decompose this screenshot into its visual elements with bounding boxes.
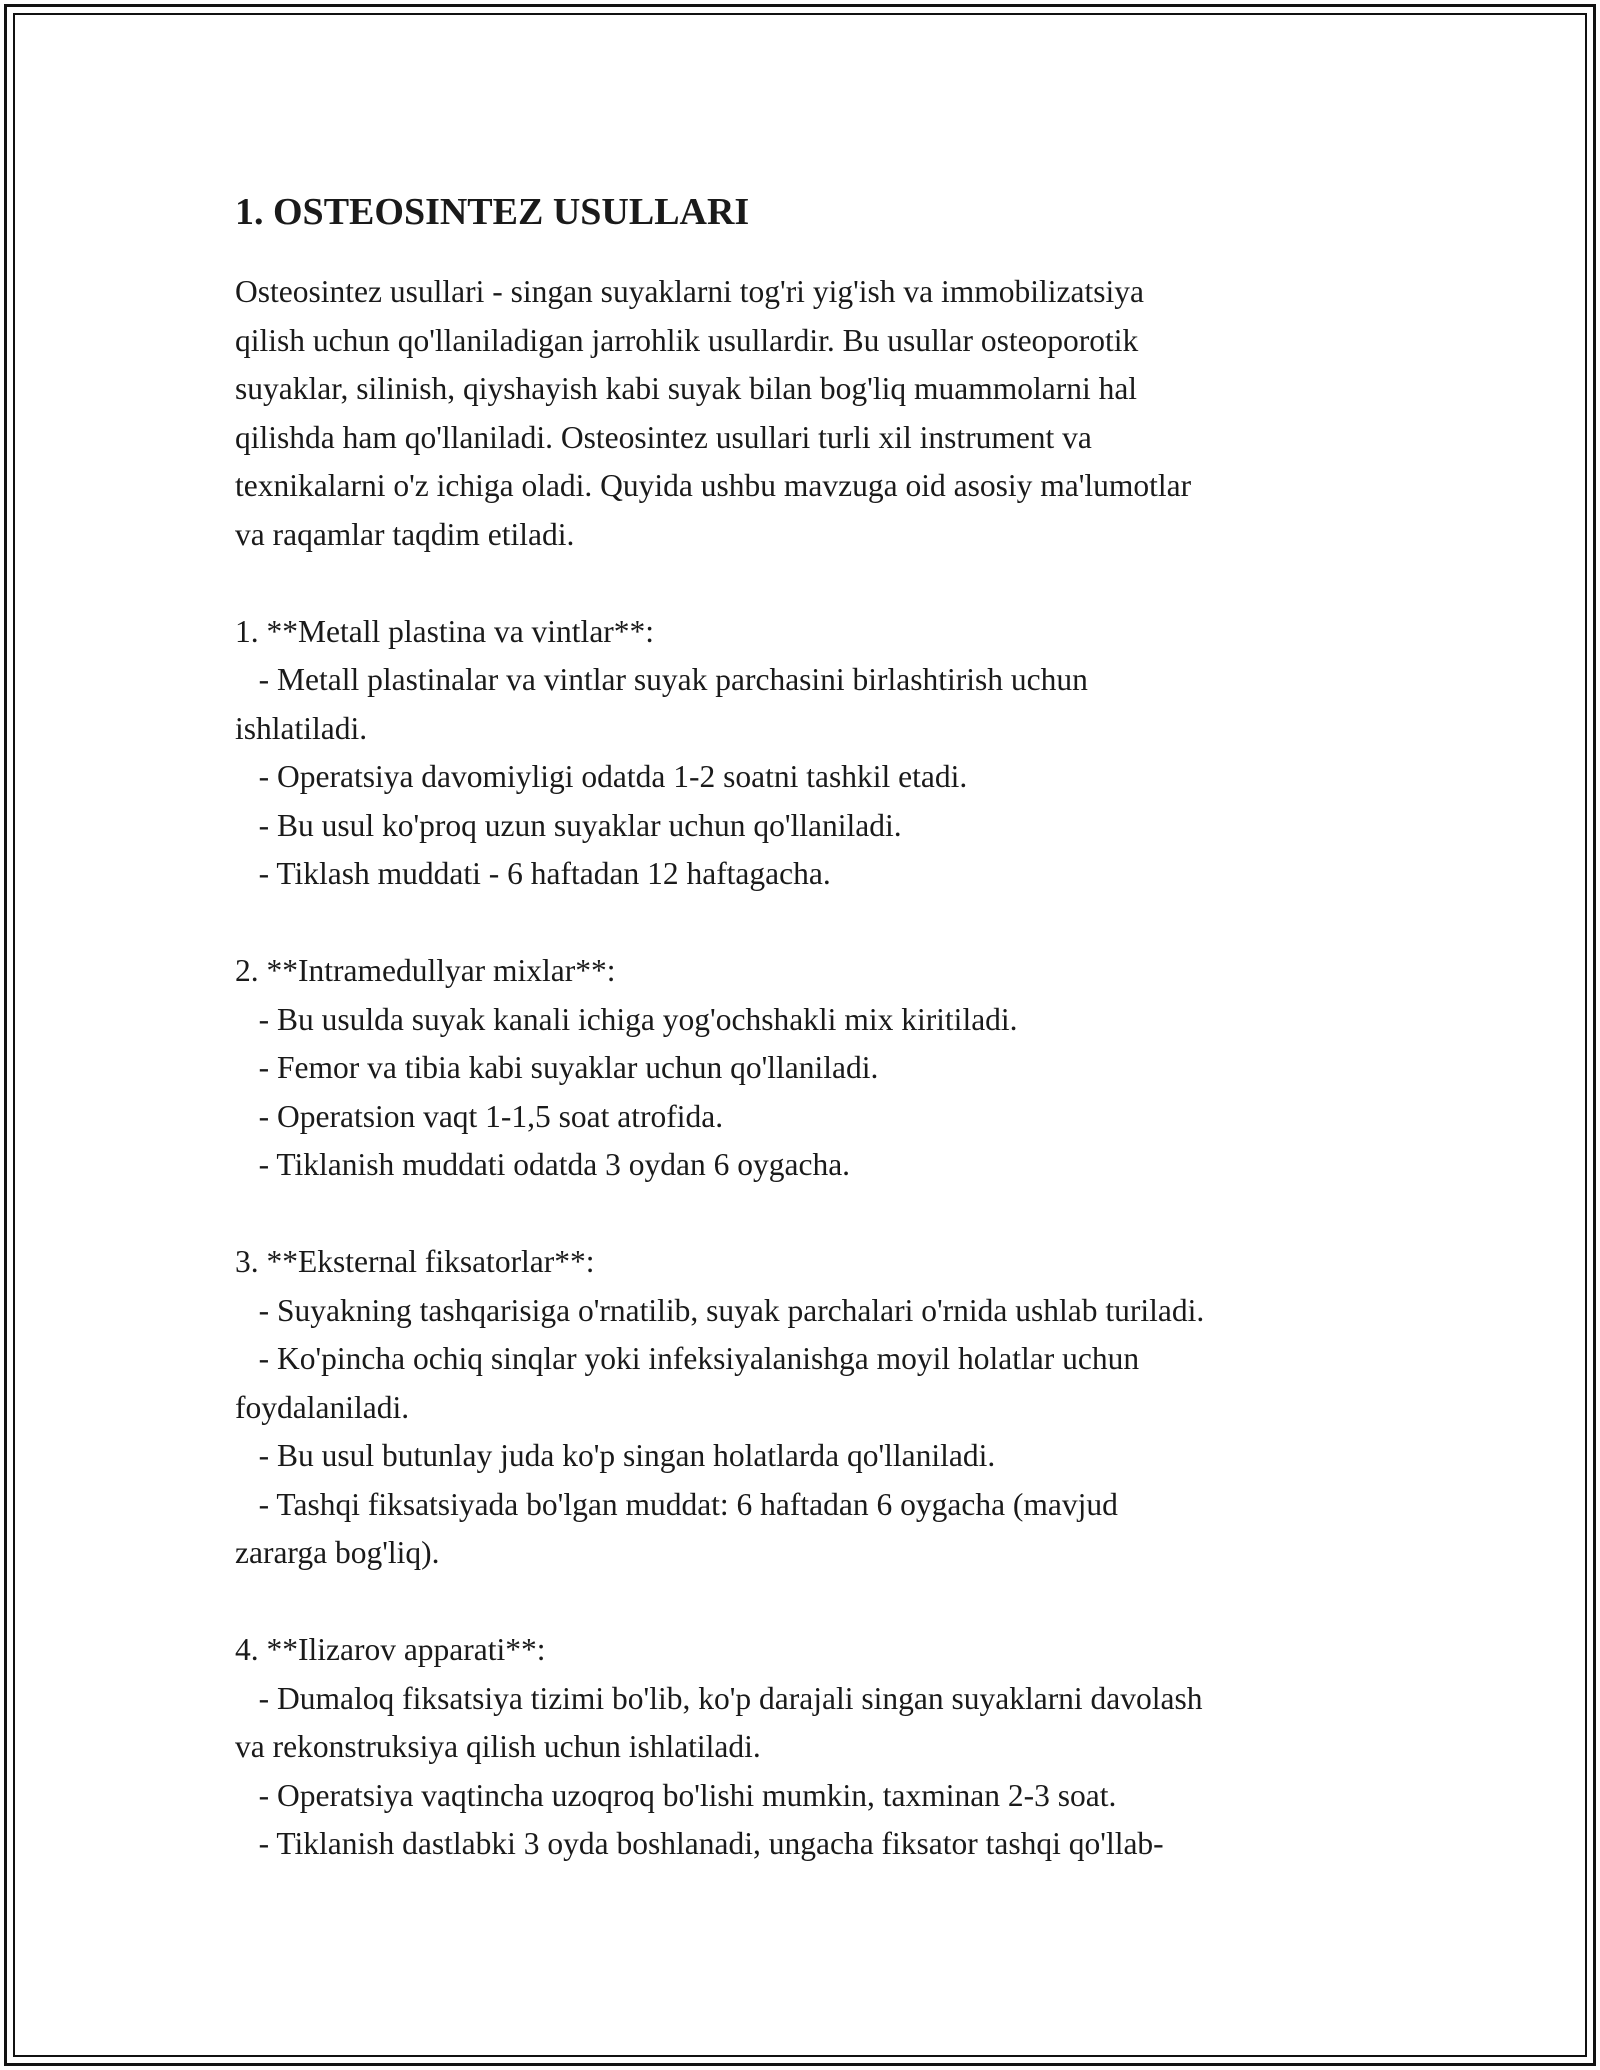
list-item: - Suyakning tashqarisiga o'rnatilib, suyak parchalari o'rnida ushlab turiladi. bbox=[235, 1292, 1205, 1328]
section-title: 2. **Intramedullyar mixlar**: bbox=[235, 953, 616, 988]
list-item: - Tiklash muddati - 6 haftadan 12 haftagacha. bbox=[235, 856, 831, 891]
list-item: - Bu usul butunlay juda ko'p singan holatlarda qo'llaniladi. bbox=[235, 1438, 996, 1473]
list-item: - Dumaloq fiksatsiya tizimi bo'lib, ko'p darajali singan suyaklarni davolash va rekonstruksiya qilish uchun ishlatiladi. bbox=[235, 1680, 1203, 1764]
list-item: - Bu usulda suyak kanali ichiga yog'ochshakli mix kiritiladi. bbox=[235, 1001, 1018, 1037]
section-title: 1. **Metall plastina va vintlar**: bbox=[235, 613, 655, 649]
section-title: 4. **Ilizarov apparati**: bbox=[235, 1632, 546, 1667]
section-title: 3. **Eksternal fiksatorlar**: bbox=[235, 1244, 595, 1279]
list-item: - Tashqi fiksatsiyada bo'lgan muddat: 6 haftadan 6 oygacha (mavjud zararga bog'liq). bbox=[235, 1486, 1118, 1570]
section-external-fixators bbox=[235, 1238, 1435, 1578]
list-item: - Bu usul ko'proq uzun suyaklar uchun qo'llaniladi. bbox=[235, 807, 902, 843]
section-intramedullary-nails bbox=[235, 947, 1435, 1190]
list-item: - Operatsiya davomiyligi odatda 1-2 soatni tashkil etadi. bbox=[235, 759, 968, 794]
section-metal-plates bbox=[235, 608, 1435, 899]
document-title: 1. OSTEOSINTEZ USULLARI bbox=[235, 191, 750, 233]
document-body bbox=[235, 186, 1435, 1869]
list-item: - Operatsiya vaqtincha uzoqroq bo'lishi mumkin, taxminan 2-3 soat. bbox=[235, 1777, 1117, 1813]
section-ilizarov-apparatus bbox=[235, 1626, 1435, 1869]
list-item: - Ko'pincha ochiq sinqlar yoki infeksiyalanishga moyil holatlar uchun foydalaniladi. bbox=[235, 1341, 1140, 1425]
list-item: - Operatsion vaqt 1-1,5 soat atrofida. bbox=[235, 1098, 724, 1134]
list-item: - Metall plastinalar va vintlar suyak parchasini birlashtirish uchun ishlatiladi. bbox=[235, 662, 1088, 746]
list-item: - Tiklanish dastlabki 3 oyda boshlanadi, ungacha fiksator tashqi qo'llab- bbox=[235, 1826, 1164, 1861]
list-item: - Femor va tibia kabi suyaklar uchun qo'llaniladi. bbox=[235, 1050, 879, 1085]
list-item: - Tiklanish muddati odatda 3 oydan 6 oygacha. bbox=[235, 1147, 851, 1182]
intro-paragraph: Osteosintez usullari - singan suyaklarni tog'ri yig'ish va immobilizatsiya qilish uchun qo'llaniladigan jarrohlik usullardir. Bu usullar osteoporotik suyaklar, silinish, qiyshayish kabi suyak bilan bog'liq muammolarni hal qilishda ham qo'llaniladi. Osteosintez usullari turli xil instrument va texnikalarni o'z ichiga oladi. Quyida ushbu mavzuga oid asosiy ma'lumotlar va raqamlar taqdim etiladi. bbox=[235, 274, 1192, 552]
